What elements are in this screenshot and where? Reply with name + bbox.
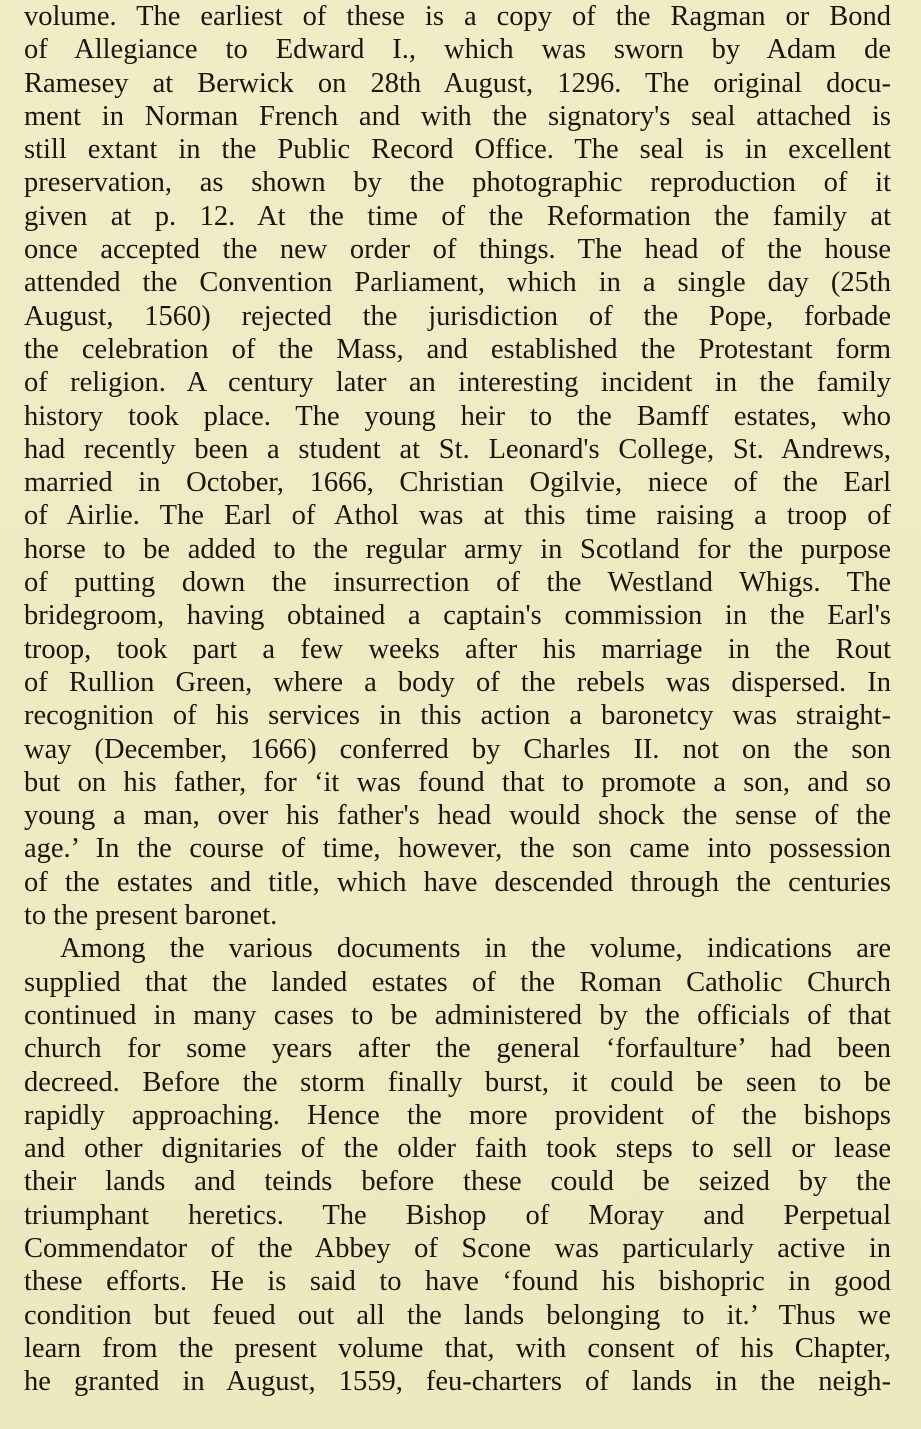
text-line: these efforts. He is said to have ‘found his bishopric in good xyxy=(24,1266,891,1298)
text-line: history took place. The young heir to the Bamff estates, who xyxy=(24,400,891,432)
text-line: preservation, as shown by the photographic reproduction of it xyxy=(24,167,891,199)
text-line: the celebration of the Mass, and established the Protestant form xyxy=(24,333,891,365)
text-line: of Rullion Green, where a body of the rebels was dispersed. In xyxy=(24,666,891,698)
text-line: attended the Convention Parliament, which in a single day (25th xyxy=(24,267,891,299)
text-line: rapidly approaching. Hence the more provident of the bishops xyxy=(24,1099,891,1131)
text-line: of Allegiance to Edward I., which was sworn by Adam de xyxy=(24,34,891,66)
text-line: of Airlie. The Earl of Athol was at this time raising a troop of xyxy=(24,500,891,532)
text-line: married in October, 1666, Christian Ogilvie, niece of the Earl xyxy=(24,467,891,499)
text-line: of putting down the insurrection of the Westland Whigs. The xyxy=(24,567,891,599)
text-line: August, 1560) rejected the jurisdiction of the Pope, forbade xyxy=(24,300,891,332)
text-line: decreed. Before the storm finally burst, it could be seen to be xyxy=(24,1066,891,1098)
text-line: triumphant heretics. The Bishop of Moray and Perpetual xyxy=(24,1199,891,1231)
text-line: troop, took part a few weeks after his marriage in the Rout xyxy=(24,633,891,665)
text-line: young a man, over his father's head would shock the sense of the xyxy=(24,800,891,832)
text-line: once accepted the new order of things. The head of the house xyxy=(24,234,891,266)
text-line: learn from the present volume that, with consent of his Chapter, xyxy=(24,1332,891,1364)
text-line: recognition of his services in this action a baronetcy was straight- xyxy=(24,700,891,732)
text-line: age.’ In the course of time, however, the son came into possession xyxy=(24,833,891,865)
text-line: had recently been a student at St. Leonard's College, St. Andrews, xyxy=(24,433,891,465)
text-line: their lands and teinds before these could be seized by the xyxy=(24,1166,891,1198)
paragraph-1 xyxy=(24,0,891,932)
text-line: still extant in the Public Record Office. The seal is in excellent xyxy=(24,134,891,166)
text-line: condition but feued out all the lands belonging to it.’ Thus we xyxy=(24,1299,891,1331)
text-line: church for some years after the general ‘forfaulture’ had been xyxy=(24,1033,891,1065)
text-line: supplied that the landed estates of the Roman Catholic Church xyxy=(24,966,891,998)
text-line: and other dignitaries of the older faith took steps to sell or lease xyxy=(24,1133,891,1165)
text-line: Ramesey at Berwick on 28th August, 1296. The original docu- xyxy=(24,67,891,99)
text-line: Commendator of the Abbey of Scone was particularly active in xyxy=(24,1232,891,1264)
text-line: Among the various documents in the volume, indications are xyxy=(60,933,891,965)
text-line: to the present baronet. xyxy=(24,900,278,932)
text-line: of the estates and title, which have descended through the centuries xyxy=(24,866,891,898)
paragraph-2 xyxy=(24,932,891,1398)
text-line: horse to be added to the regular army in Scotland for the purpose xyxy=(24,533,891,565)
text-line: but on his father, for ‘it was found that to promote a son, and so xyxy=(24,766,891,798)
text-line: given at p. 12. At the time of the Reformation the family at xyxy=(24,200,891,232)
text-line: volume. The earliest of these is a copy of the Ragman or Bond xyxy=(24,1,891,32)
text-line: of religion. A century later an interesting incident in the family xyxy=(24,367,891,399)
text-line: ment in Norman French and with the signatory's seal attached is xyxy=(24,100,891,132)
text-line: continued in many cases to be administered by the officials of that xyxy=(24,999,891,1031)
page-text xyxy=(24,0,891,1398)
text-line: way (December, 1666) conferred by Charles II. not on the son xyxy=(24,733,891,765)
text-line: bridegroom, having obtained a captain's commission in the Earl's xyxy=(24,600,891,632)
text-line: he granted in August, 1559, feu-charters of lands in the neigh- xyxy=(24,1366,891,1398)
